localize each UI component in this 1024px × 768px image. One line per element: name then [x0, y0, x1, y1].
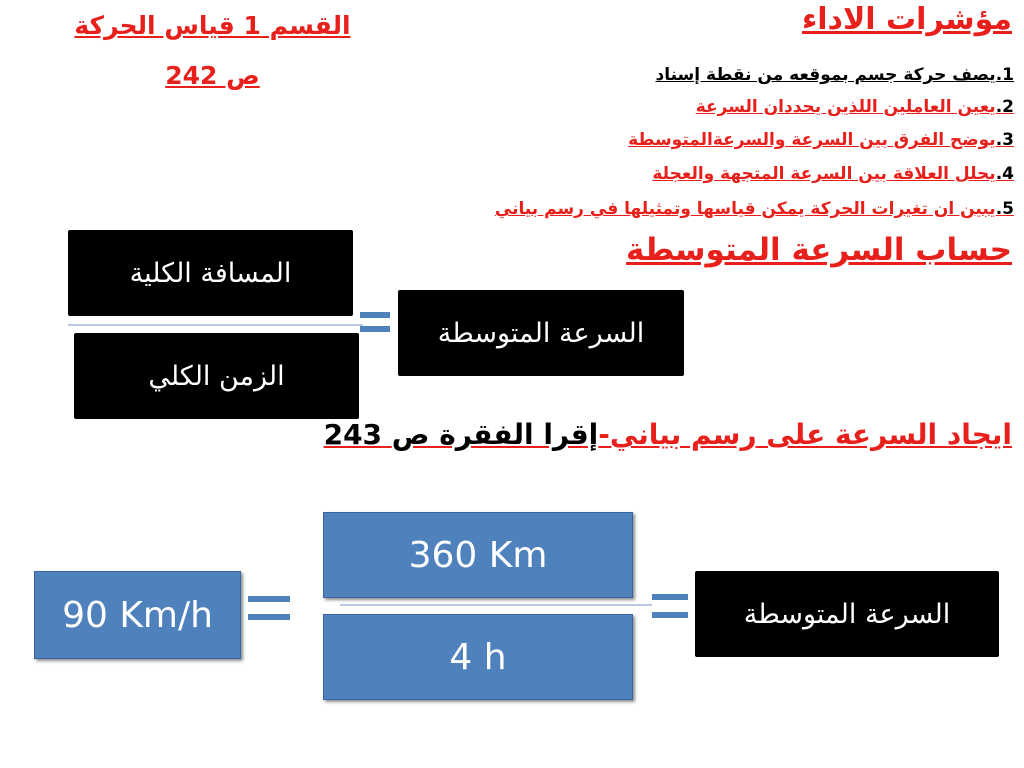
performance-indicators-title: مؤشرات الاداء	[801, 2, 1012, 37]
graph-heading-part1: ايجاد السرعة على رسم بياني-	[598, 418, 1012, 451]
indicator-4	[652, 163, 1014, 185]
indicator-2	[696, 96, 1014, 118]
answer-box	[34, 571, 241, 659]
indicator-num: 1.	[995, 65, 1014, 85]
distance-value-box	[323, 512, 633, 598]
equals-icon	[652, 594, 688, 618]
total-time-label: الزمن الكلي	[148, 360, 285, 392]
total-time-box	[74, 333, 359, 419]
indicator-5	[495, 198, 1014, 220]
indicator-text: يبين ان تغيرات الحركة يمكن قياسها وتمثيلها في رسم بياني	[494, 199, 996, 219]
equals-icon	[360, 312, 390, 332]
average-speed-heading: حساب السرعة المتوسطة	[626, 232, 1012, 268]
fraction-line	[340, 604, 652, 606]
indicator-num: 4.	[995, 164, 1014, 184]
average-speed-result-box	[695, 571, 999, 657]
total-distance-box	[68, 230, 353, 316]
time-value-box	[323, 614, 633, 700]
section-heading	[60, 8, 365, 94]
answer-value: 90 Km/h	[62, 594, 213, 636]
section-page: ص 242	[165, 61, 260, 90]
indicator-num: 2.	[995, 97, 1014, 117]
graph-heading-part2: إقرا الفقرة ص	[391, 418, 599, 451]
graph-speed-heading	[324, 418, 1012, 451]
indicator-num: 3.	[995, 130, 1014, 150]
distance-value: 360 Km	[408, 534, 548, 576]
average-speed-label: السرعة المتوسطة	[437, 317, 645, 349]
indicator-text: يعين العاملين اللذين يحددان السرعة	[695, 97, 996, 117]
average-speed-result-label: السرعة المتوسطة	[743, 598, 951, 630]
graph-heading-page: 243	[323, 418, 383, 451]
equals-icon	[248, 596, 290, 620]
indicator-num: 5.	[995, 199, 1014, 219]
indicator-1	[656, 64, 1015, 86]
indicator-3	[628, 129, 1014, 151]
section-title: القسم 1 قياس الحركة	[74, 11, 351, 40]
indicator-text: يوضح الفرق بين السرعة والسرعةالمتوسطة	[628, 130, 996, 150]
average-speed-box	[398, 290, 684, 376]
fraction-line	[68, 324, 363, 326]
time-value: 4 h	[449, 636, 507, 678]
indicator-text: يصف حركة جسم بموقعه من نقطة إسناد	[655, 65, 996, 85]
total-distance-label: المسافة الكلية	[129, 257, 292, 289]
indicator-text: يحلل العلاقة بين السرعة المتجهة والعجلة	[652, 164, 996, 184]
